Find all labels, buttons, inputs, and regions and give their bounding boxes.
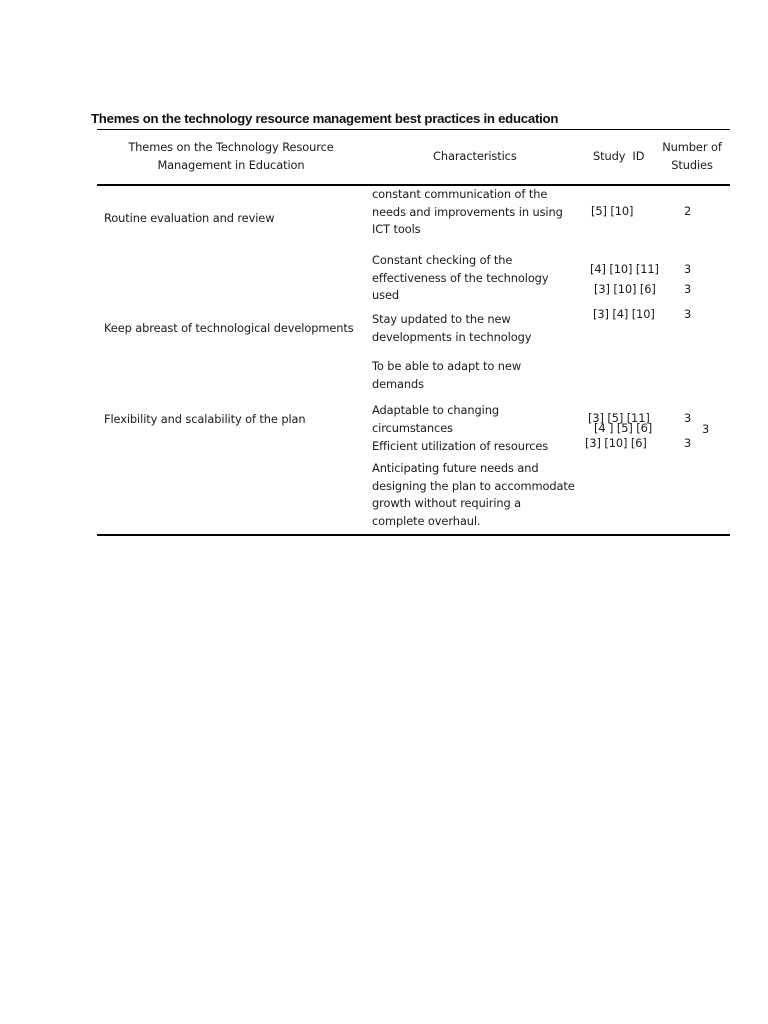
- characteristic-line: effectiveness of the technology: [372, 270, 549, 285]
- table-title: Themes on the technology resource management best practices in education: [91, 111, 559, 126]
- characteristic-line: To be able to adapt to new: [372, 359, 522, 373]
- study-count-2: 3: [684, 262, 692, 276]
- characteristic-line: used: [372, 288, 399, 302]
- theme-keep-abreast: Keep abreast of technological developments: [104, 321, 354, 335]
- study-id-6: [4 ] [5] [6]: [594, 421, 653, 435]
- header-themes-line1: Themes on the Technology Resource: [128, 140, 334, 154]
- characteristic-line: developments in technology: [372, 329, 532, 344]
- table-top-rule: [97, 129, 730, 130]
- characteristic-line: needs and improvements in using: [372, 204, 563, 219]
- characteristic-line: Adaptable to changing: [372, 403, 499, 417]
- study-count-5: 3: [684, 411, 692, 425]
- header-characteristics: Characteristics: [433, 149, 517, 163]
- study-id-5: [3] [5] [11]: [588, 411, 650, 425]
- study-count-6: 3: [702, 422, 710, 436]
- header-study-id: Study ID: [593, 149, 645, 163]
- study-count-7: 3: [684, 436, 692, 450]
- characteristic-line: complete overhaul.: [372, 513, 481, 528]
- theme-routine-evaluation: Routine evaluation and review: [104, 211, 275, 225]
- characteristic-4: [372, 358, 521, 393]
- study-id-4: [3] [4] [10]: [593, 307, 655, 321]
- study-count-1: 2: [684, 204, 692, 218]
- theme-flexibility: Flexibility and scalability of the plan: [104, 412, 306, 426]
- characteristic-5: [372, 402, 499, 437]
- study-id-2: [4] [10] [11]: [590, 262, 659, 276]
- characteristic-7: [372, 460, 575, 530]
- study-id-1: [5] [10]: [591, 204, 634, 218]
- study-count-4: 3: [684, 307, 692, 321]
- characteristic-2: [372, 252, 548, 305]
- header-number-of-studies: [656, 139, 728, 174]
- header-number-line2: Studies: [671, 157, 713, 172]
- characteristic-line: growth without requiring a: [372, 496, 522, 510]
- header-themes: [112, 139, 350, 174]
- study-id-3: [3] [10] [6]: [594, 282, 656, 296]
- characteristic-line: constant communication of the: [372, 187, 548, 201]
- characteristic-line: Anticipating future needs and: [372, 461, 539, 475]
- characteristic-1: [372, 186, 563, 239]
- characteristic-line: ICT tools: [372, 222, 421, 236]
- characteristic-line: circumstances: [372, 420, 453, 435]
- characteristic-6: Efficient utilization of resources: [372, 439, 549, 453]
- study-id-7: [3] [10] [6]: [585, 436, 647, 450]
- header-number-line1: Number of: [662, 140, 722, 154]
- header-themes-line2: Management in Education: [157, 157, 305, 172]
- characteristic-line: Stay updated to the new: [372, 312, 511, 326]
- study-count-3: 3: [684, 282, 692, 296]
- table-bottom-rule: [97, 534, 730, 536]
- characteristic-line: demands: [372, 376, 424, 391]
- characteristic-line: Constant checking of the: [372, 253, 513, 267]
- characteristic-line: designing the plan to accommodate: [372, 478, 575, 493]
- characteristic-3: [372, 311, 531, 346]
